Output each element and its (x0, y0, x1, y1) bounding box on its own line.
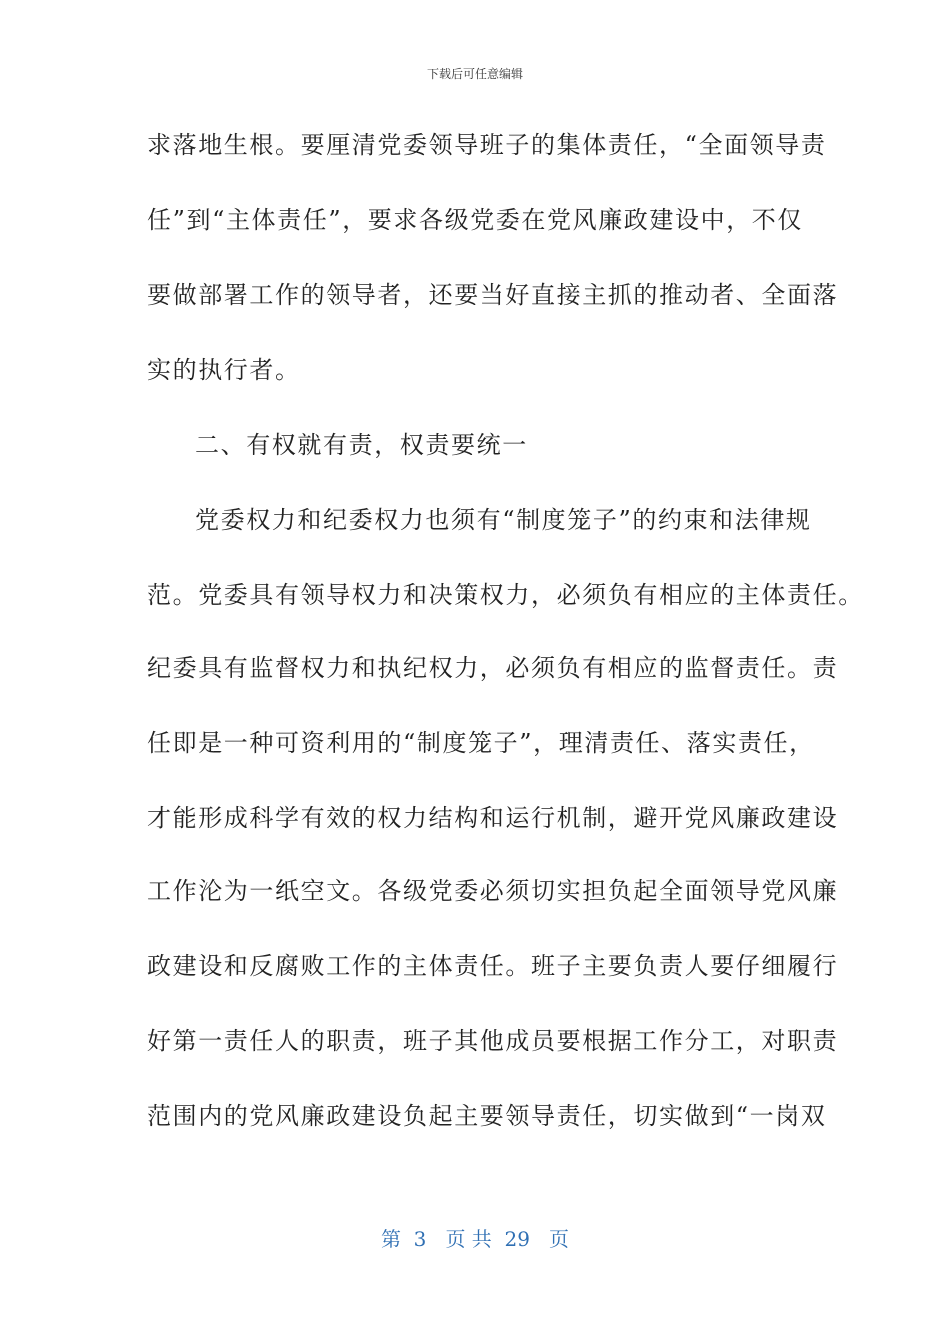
section-heading: 二、有权就有责，权责要统一 (195, 431, 528, 459)
body-line: 党委权力和纪委权力也须有“制度笼子”的约束和法律规 (195, 506, 812, 534)
body-line: 要做部署工作的领导者，还要当好直接主抓的推动者、全面落 (147, 281, 839, 309)
body-line: 才能形成科学有效的权力结构和运行机制，避开党风廉政建设 (147, 804, 839, 832)
body-line: 范围内的党风廉政建设负起主要领导责任，切实做到“一岗双 (147, 1102, 827, 1130)
body-line: 实的执行者。 (147, 356, 301, 384)
body-line: 求落地生根。要厘清党委领导班子的集体责任，“全面领导责 (147, 131, 827, 159)
body-line: 任”到“主体责任”，要求各级党委在党风廉政建设中，不仅 (147, 206, 804, 234)
body-line: 范。党委具有领导权力和决策权力，必须负有相应的主体责任。 (147, 581, 864, 609)
body-line: 任即是一种可资利用的“制度笼子”，理清责任、落实责任， (147, 729, 815, 757)
body-line: 工作沦为一纸空文。各级党委必须切实担负起全面领导党风廉 (147, 877, 839, 905)
body-line: 好第一责任人的职责，班子其他成员要根据工作分工，对职责 (147, 1027, 839, 1055)
body-line: 纪委具有监督权力和执纪权力，必须负有相应的监督责任。责 (147, 654, 839, 682)
page-footer: 第 3 页 共 29 页 (380, 1227, 570, 1251)
body-line: 政建设和反腐败工作的主体责任。班子主要负责人要仔细履行 (147, 952, 839, 980)
page-header: 下载后可任意编辑 (426, 67, 523, 81)
